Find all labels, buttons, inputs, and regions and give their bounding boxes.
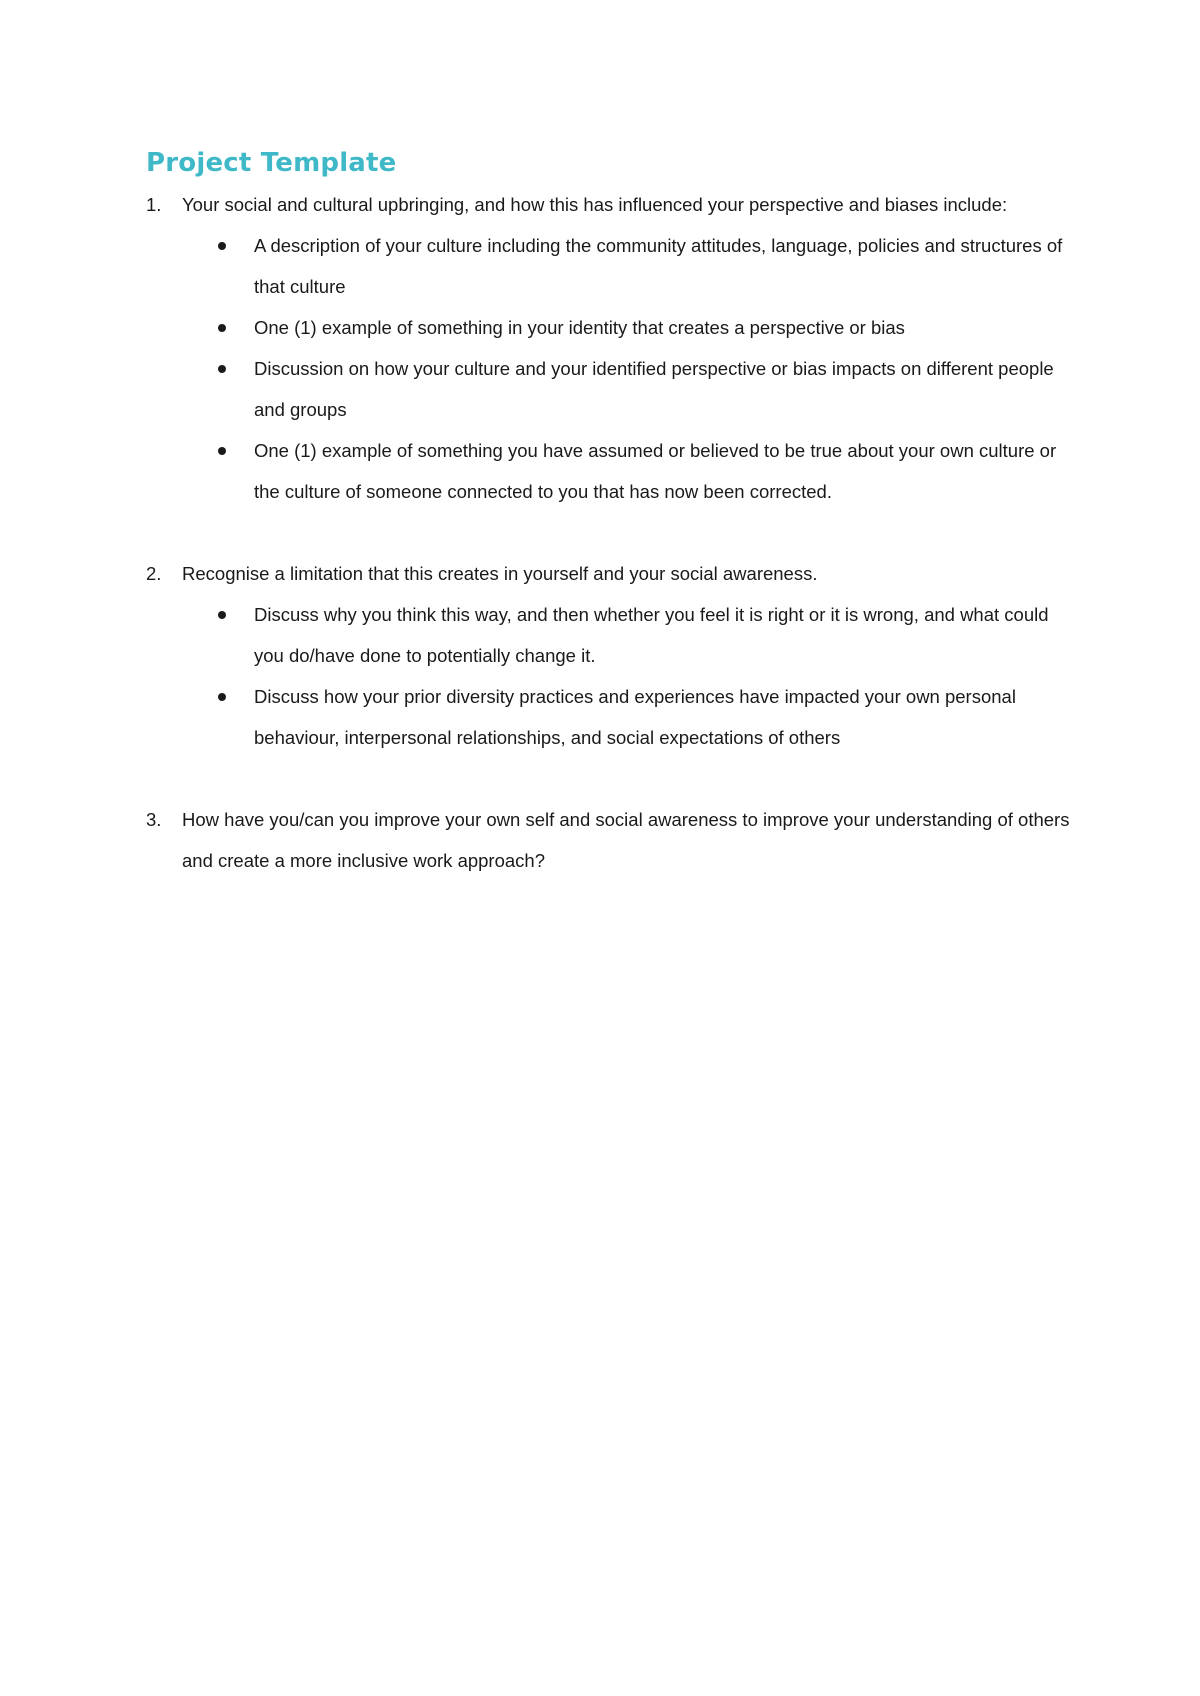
item-number: 3. bbox=[146, 809, 162, 830]
sub-item-text: Discuss why you think this way, and then whether you feel it is right or it is wrong, and what could you do/have done to potentially change it. bbox=[254, 604, 1049, 666]
item-text: Recognise a limitation that this creates in yourself and your social awareness. bbox=[182, 563, 818, 584]
document-page bbox=[146, 142, 1076, 881]
sub-list-item bbox=[182, 307, 1076, 348]
document-title: Project Template bbox=[146, 148, 397, 178]
sub-list bbox=[182, 225, 1076, 512]
sub-item-text: A description of your culture including the community attitudes, language, policies and structures of that culture bbox=[254, 235, 1063, 297]
sub-list-item bbox=[182, 225, 1076, 307]
sub-item-text: One (1) example of something you have assumed or believed to be true about your own culture or the culture of someone connected to you that has now been corrected. bbox=[254, 440, 1057, 502]
item-number: 2. bbox=[146, 563, 162, 584]
bullet-icon bbox=[218, 693, 226, 701]
item-text: How have you/can you improve your own self and social awareness to improve your understanding of others and create a more inclusive work approach? bbox=[182, 809, 1070, 871]
bullet-icon bbox=[218, 365, 226, 373]
sub-list-item bbox=[182, 594, 1076, 676]
item-number: 1. bbox=[146, 194, 162, 215]
sub-list-item bbox=[182, 430, 1076, 512]
sub-item-text: One (1) example of something in your identity that creates a perspective or bias bbox=[254, 317, 905, 338]
sub-item-text: Discussion on how your culture and your identified perspective or bias impacts on different people and groups bbox=[254, 358, 1054, 420]
sub-item-text: Discuss how your prior diversity practices and experiences have impacted your own personal behaviour, interpersonal relationships, and social expectations of others bbox=[254, 686, 1016, 748]
sub-list-item bbox=[182, 348, 1076, 430]
question-list bbox=[146, 184, 1076, 881]
item-text: Your social and cultural upbringing, and how this has influenced your perspective and biases include: bbox=[182, 194, 1008, 215]
list-item bbox=[146, 553, 1076, 758]
sub-list bbox=[182, 594, 1076, 758]
bullet-icon bbox=[218, 611, 226, 619]
bullet-icon bbox=[218, 324, 226, 332]
list-item bbox=[146, 799, 1076, 881]
bullet-icon bbox=[218, 242, 226, 250]
list-item bbox=[146, 184, 1076, 512]
bullet-icon bbox=[218, 447, 226, 455]
sub-list-item bbox=[182, 676, 1076, 758]
